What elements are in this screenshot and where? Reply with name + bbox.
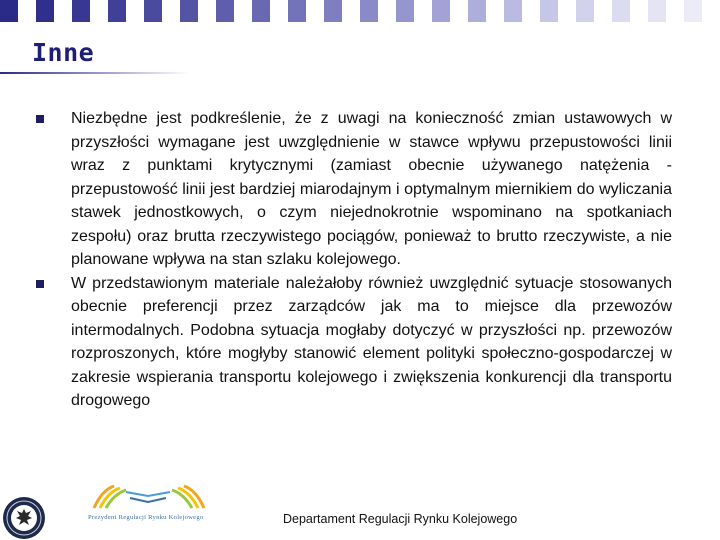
title-underline: [0, 72, 190, 74]
bullet-item: [36, 272, 672, 413]
square-bullet-icon: [36, 280, 44, 288]
footer-department: Departament Regulacji Rynku Kolejowego: [283, 512, 518, 526]
bullet-list: [36, 107, 672, 413]
logo-caption: Prezydent Regulacji Rynku Kolejowego: [88, 514, 204, 521]
railway-regulator-logo-icon: [84, 478, 214, 514]
slide-title: Inne: [32, 38, 95, 67]
top-decorative-bar: [0, 0, 720, 22]
bullet-item: [36, 107, 672, 272]
bullet-text: W przedstawionym materiale należałoby również uwzględnić sytuacje stosowanych obecnie preferencji przez zarządców jak ma to miejsce dla przewozów intermodalnych. Podobna sytuacja mogłaby dotyczyć w przyszłości np. przewozów rozproszonych, które mogłyby stanowić element polityki społeczno-gospodarczej w zakresie wspierania transportu kolejowego i zwiększenia konkurencji dla transportu drogowego: [71, 274, 672, 409]
polish-eagle-seal-icon: [2, 496, 46, 540]
square-bullet-icon: [36, 115, 44, 123]
bullet-text: Niezbędne jest podkreślenie, że z uwagi na konieczność zmian ustawowych w przyszłości wymagane jest uwzględnienie w stawce wpływu przepustowości linii wraz z punktami krytycznymi (zamiast obecnie używanego natężenia - przepustowość linii jest bardziej miarodajnym i optymalnym miernikiem do wyliczania stawek jednostkowych, o czym niejednokrotnie wspominano na spotkaniach zespołu) oraz brutta rzeczywistego pociągów, ponieważ to brutto rzeczywiste, a nie planowane wpływa na stan szlaku kolejowego.: [71, 110, 672, 268]
